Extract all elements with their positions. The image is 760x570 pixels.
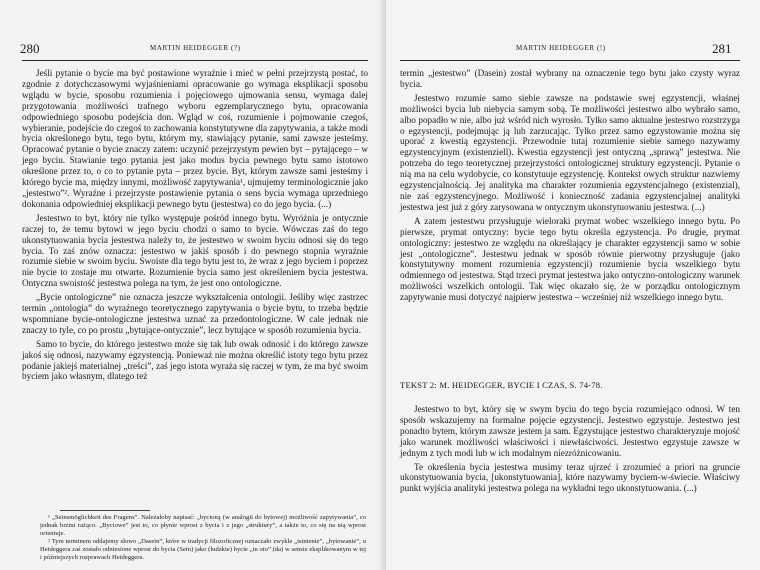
paragraph: Samo to bycie, do którego jestestwo może się tak lub owak odnosić i do którego zawsze jakoś się odnosi, nazywamy egzystencją. Ponieważ nie można określić istoty tego bytu przez podanie jakiejś materialnej „treści”, zaś jego istota wyraża się raczej w tym, że ma być swoim byciem jako własnym, dlatego też [22,338,368,382]
header-rule-right [400,60,740,61]
section-heading: TEKST 2: M. HEIDEGGER, BYCIE I CZAS, S. 74-78. [400,380,603,390]
paragraph: „Bycie ontologiczne” nie oznacza jeszcze wykształcenia ontologii. Jeśliby więc zastrzec termin „ontologia” do wyraźnego teoretycznego zapytywania o bycie bytu, to trzeba będzie wspomniane bycie-ontologiczne jestestwa uznać za przedontologiczne. W cale jednak nie znaczy to tyle, co po prostu „bytujące-ontycznie”, lecz bytujące w sposób rozumienia bycia. [22,292,368,335]
paragraph: Jeśli pytanie o bycie ma być postawione wyraźnie i mieć w pełni przejrzystą postać, to zgodnie z dotychczasowymi wyjaśnieniami opracowanie go wymaga eksplikacji sposobu wglądu w bycie, sposobu rozumienia i pojęciowego ujmowania sensu, wymaga dalej przygotowania możliwości trafnego wyboru egzemplarycznego bytu, opracowania odpowiedniego sposobu podejścia don. Wgląd w coś, rozumienie i pojmowanie czegoś, wybieranie, podejście do czegoś to zachowania konstytutywne dla zapytywania, a także modi bycia określonego bytu, tego bytu, którym my, stawiający pytanie, sami zawsze jesteśmy. Opracować pytanie o bycie znaczy zatem: uczynić przejrzystym pewien byt – pytającego – w jego byciu. Stawianie tego pytania jest jako modus bycia pewnego bytu samo istotowo określone przez to, o co to pytanie pyta – przez bycie. Byt, którym zawsze sami jesteśmy i którego bycie ma, między innymi, możliwość zapytywania¹, ujmujemy terminologicznie jako „jestestwo”². Wyraźne i przejrzyste postawienie pytania o sens bycia wymaga uprzedniego dokonania odpowiedniej eksplikacji pewnego bytu (jestestwa) co do jego bycia. (...) [22,68,368,209]
right-body-bottom [400,404,740,494]
right-page [386,0,760,570]
running-header-right: MARTIN HEIDEGGER (!) [516,44,606,52]
footnote: ¹ „Seinsmöglichkeit des Fragens”. Należałoby napisać: „bycioną (w analogii do bytowej) możliwość zapytywania”, co jednak brzmi rażąco. „Byciowe” jest to, co płynie wprost z bycia i z jego „struktury”, a także to, co się na nią wprost orientuje. [40,514,366,537]
footnote: ² Tym terminem oddajemy słowo „Dasein”, które w tradycji filozoficznej oznaczało zwykle „istnienie”, „bytowanie”, u Heideggera zaś zostało odniesione wprost do bycia (Sein) jako (łudzkie) bycie „tu oto” (da) w sensie eksplikowanym w tej i późniejszych rozprawach Heideggera. [40,538,366,561]
page-number-right: 281 [712,41,732,56]
paragraph: Jestestwo rozumie samo siebie zawsze na podstawie swej egzystencji, właśnej możliwości bycia lub niebycia samym sobą. Te możliwości jestestwo albo wybrało samo, albo popadło w nie, albo już wśród nich wyrosło. Tylko samo aktualne jestestwo rozstrzyga o egzystencji, podejmując ją lub zarzucając. Tylko przez samo egzystowanie można się uporać z kwestią egzystencji. Przewodnie tutaj rozumienie siebie samego nazywamy egzystencyjnym (existenziell). Kwestia egzystencji jest ontyczną „sprawą” jestestwa. Nie potrzeba do tego teoretycznej przejrzystości ontologicznej struktury egzystencji. Pytanie o nią ma na celu wydobycie, co konstytuuje egzystencję. Kontekst owych struktur nazwiemy egzystencjalnością. Jej analityka ma charakter rozumienia egzystencjalnego (existenzial), nie zaś egzystencyjnego. Możliwość i konieczność zadania egzystencjalnej analityki jestestwa jest już z góry zarysowana w ontycznym ukonstytuowaniu jestestwa. (...) [400,92,740,212]
header-rule-left [22,60,368,61]
paragraph: Jestestwo to byt, który się w swym byciu do tego bycia rozumiejąco odnosi. W ten sposób wskazujemy na formalne pojęcie egzystencji. Jestestwo egzystuje. Jestestwo jest ponadto bytem, którym zawsze jestem ja sam. Egzystujące jestestwo charakteryzuje mojość jako warunek możliwości właściwości i niewłaściwości. Jestestwo egzystuje zawsze w jednym z tych modi lub w ich modalnym niezróżnicowaniu. [400,404,740,458]
footnote-rule [60,510,150,511]
footnotes [40,514,366,563]
paragraph: Te określenia bycia jestestwa musimy teraz ujrzeć i zrozumieć a priori na gruncie ukonstytuowania bycia, [ukonstytuowania], które nazywamy byciem-w-świecie. Właściwy punkt wyjścia analityki jestestwa polega na wykładni tego ukonstytuowania. (...) [400,461,740,494]
left-body [22,68,368,382]
right-body-top [400,68,740,303]
paragraph: A zatem jestestwu przysługuje wieloraki prymat wobec wszelkiego innego bytu. Po pierwsze, prymat ontyczny: bycie tego bytu określa egzystencja. Po drugie, prymat ontologiczny: jestestwo ze względu na określający je charakter egzystencji samo w sobie jest „ontologiczne”. Jestestwu jednak w sposób równie pierwotny przysługuje (jako konstytutywny moment rozumienia egzystencji) rozumienie bycia wszelkiego bytu odmiennego od jestestwa. Stąd trzeci prymat jestestwa jako ontyczno-ontologiczny warunek możliwości wszelkich ontologii. Tak więc okazało się, że w porządku ontologicznym zapytywanie musi dotyczyć najpierw jestestwa – wcześniej niż wszelkiego innego bytu. [400,215,740,303]
paragraph: Jestestwo to byt, który nie tylko występuje pośród innego bytu. Wyróżnia je ontycznie raczej to, że temu bytowi w jego byciu chodzi o samo to bycie. Wówczas zaś do tego ukonstytuowania bycia jestestwa należy to, że jestestwo w swoim byciu odnosi się do tego bycia. To zaś znów oznacza: jestestwo w jakiś sposób i do pewnego stopnia wyraźnie rozumie siebie w swoim byciu. Swoiste dla tego bytu jest to, że wraz z jego byciem i poprzez nie bycie to zostaje mu otwarte. Rozumienie bycia samo jest określeniem bycia jestestwa. Ontyczna swoistość jestestwa polega na tym, że jest ono ontologiczne. [22,212,368,289]
page-number-left: 280 [20,41,40,56]
paragraph: termin „jestestwo” (Dasein) został wybrany na oznaczenie tego bytu jako czysty wyraz bycia. [400,68,740,89]
running-header-left: MARTIN HEIDEGGER (?) [150,44,241,52]
